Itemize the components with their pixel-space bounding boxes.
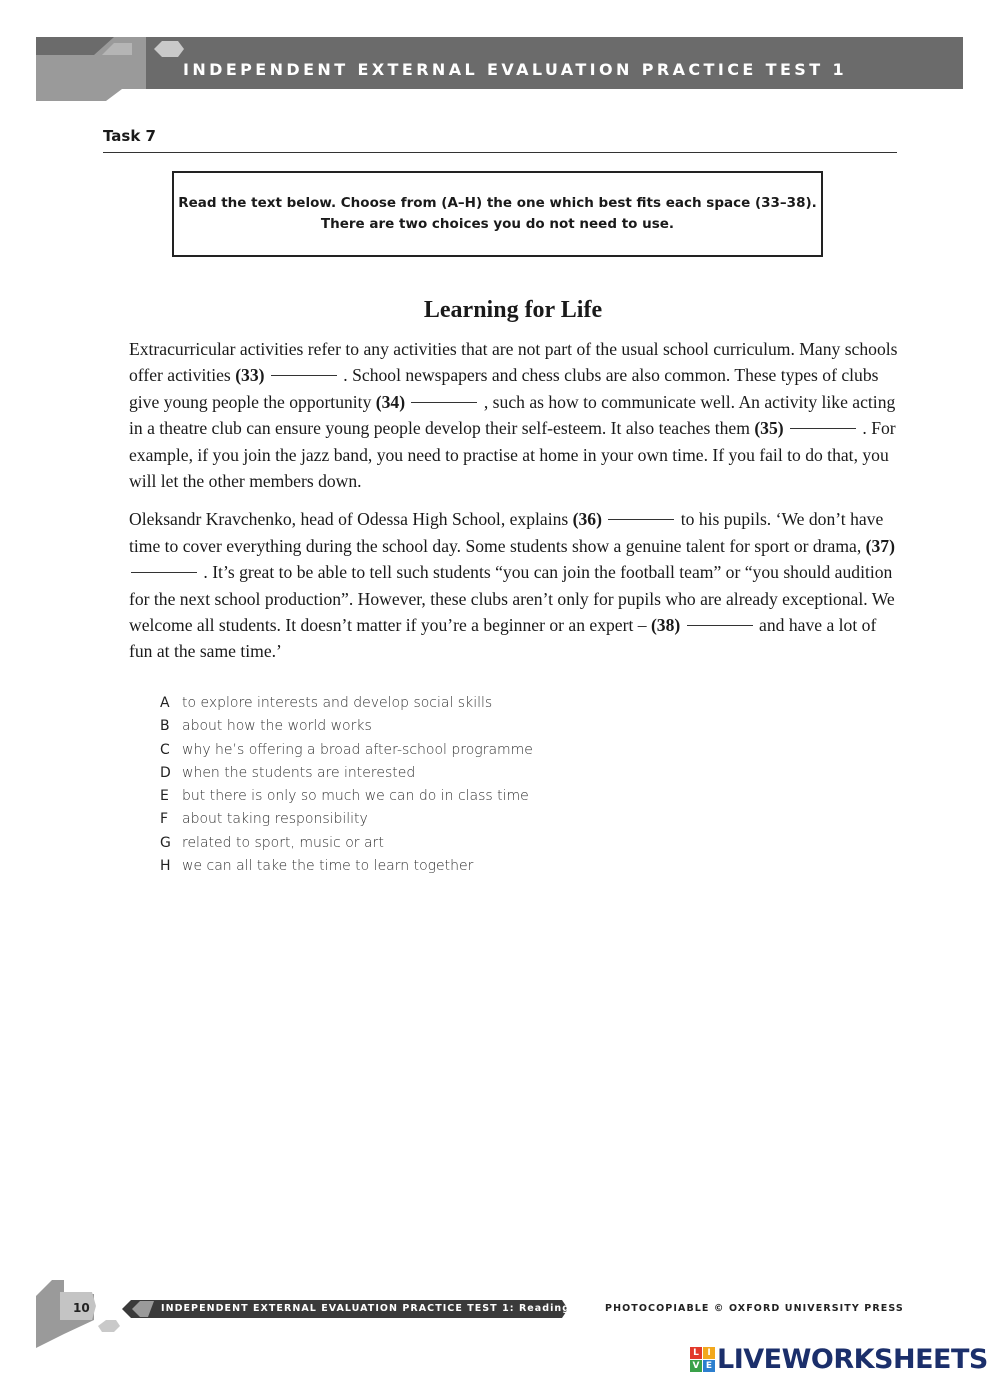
option-letter: E xyxy=(160,788,169,805)
option-item xyxy=(160,832,533,855)
option-item xyxy=(160,692,533,715)
header-title: INDEPENDENT EXTERNAL EVALUATION PRACTICE TEST 1 xyxy=(183,60,848,79)
option-item xyxy=(160,762,533,785)
option-item xyxy=(160,715,533,738)
gap-number-35: (35) xyxy=(754,418,784,439)
option-letter: F xyxy=(160,811,169,828)
instruction-line-2: There are two choices you do not need to use. xyxy=(320,216,675,232)
gap-number-33: (33) xyxy=(235,365,265,386)
logo-letter: I xyxy=(703,1347,715,1359)
option-text: we can all take the time to learn together xyxy=(182,858,474,875)
option-text: about how the world works xyxy=(182,718,372,735)
option-text: but there is only so much we can do in class time xyxy=(182,788,529,805)
option-letter: A xyxy=(160,695,170,711)
option-item xyxy=(160,808,533,831)
article-paragraph-2 xyxy=(129,506,904,664)
gap-number-37: (37) xyxy=(865,535,895,556)
option-text: why he’s offering a broad after-school programme xyxy=(182,741,533,758)
answer-blank-35[interactable] xyxy=(790,428,856,429)
text-segment: Extracurricular activities refer to any activities that are not part of the usual school curriculum. Many schools offer activities xyxy=(129,339,898,386)
gap-number-38: (38) xyxy=(650,615,681,636)
task-divider xyxy=(103,152,897,153)
text-segment: and have a lot of fun at the same time.’ xyxy=(129,615,877,662)
option-text: related to sport, music or art xyxy=(182,834,384,851)
liveworksheets-logo xyxy=(690,1343,988,1375)
instruction-line-1: Read the text below. Choose from (A–H) the one which best fits each space (33–38). xyxy=(178,195,817,211)
logo-letter: L xyxy=(690,1347,702,1359)
footer-section-title: INDEPENDENT EXTERNAL EVALUATION PRACTICE TEST 1: Reading xyxy=(161,1303,571,1314)
answer-blank-38[interactable] xyxy=(687,625,753,626)
option-text: when the students are interested xyxy=(182,764,416,781)
answer-blank-37[interactable] xyxy=(131,572,197,573)
text-segment: to his pupils. ‘We don’t have time to cover everything during the school day. Some students show a genuine talent for sport or drama, xyxy=(129,509,884,556)
page-number: 10 xyxy=(73,1301,90,1315)
logo-grid xyxy=(690,1347,715,1372)
option-letter: G xyxy=(160,834,171,851)
option-item xyxy=(160,785,533,808)
instruction-box xyxy=(172,171,823,257)
answer-blank-36[interactable] xyxy=(608,519,674,520)
option-letter: B xyxy=(160,718,170,735)
task-label: Task 7 xyxy=(103,127,156,145)
article-body xyxy=(129,336,904,677)
option-item xyxy=(160,739,533,762)
text-segment: . It’s great to be able to tell such students “you can join the football team” or “you should audition for the next school production”. However, these clubs aren’t only for pupils who are already exceptional. We welcome all students. It doesn’t matter if you’re a beginner or an expert – xyxy=(129,562,895,636)
text-segment: , such as how to communicate well. An activity like acting in a theatre club can ensure young people develop their self-esteem. It also teaches them xyxy=(129,391,896,439)
article-title: Learning for Life xyxy=(423,297,603,323)
gap-number-34: (34) xyxy=(375,391,406,412)
gap-number-36: (36) xyxy=(572,509,602,530)
logo-letter: V xyxy=(690,1360,702,1372)
article-paragraph-1 xyxy=(129,336,904,494)
text-segment: . School newspapers and chess clubs are also common. These types of clubs give young people the opportunity xyxy=(129,365,879,412)
logo-wordmark: LIVEWORKSHEETS xyxy=(717,1343,988,1375)
option-text: about taking responsibility xyxy=(182,811,368,828)
answer-blank-33[interactable] xyxy=(271,375,337,376)
answer-options-list xyxy=(160,692,533,878)
header-decoration xyxy=(36,37,196,101)
option-letter: H xyxy=(160,858,171,875)
copyright-notice: PHOTOCOPIABLE © OXFORD UNIVERSITY PRESS xyxy=(605,1303,904,1314)
option-item xyxy=(160,855,533,878)
logo-letter: E xyxy=(703,1360,715,1372)
option-letter: D xyxy=(160,764,171,781)
text-segment: . For example, if you join the jazz band, you need to practise at home in your own time. If you fail to do that, you will let the other members down. xyxy=(129,418,896,492)
answer-blank-34[interactable] xyxy=(411,402,477,403)
option-text: to explore interests and develop social skills xyxy=(182,695,493,711)
text-segment: Oleksandr Kravchenko, head of Odessa High School, explains xyxy=(129,509,573,530)
option-letter: C xyxy=(160,741,170,758)
